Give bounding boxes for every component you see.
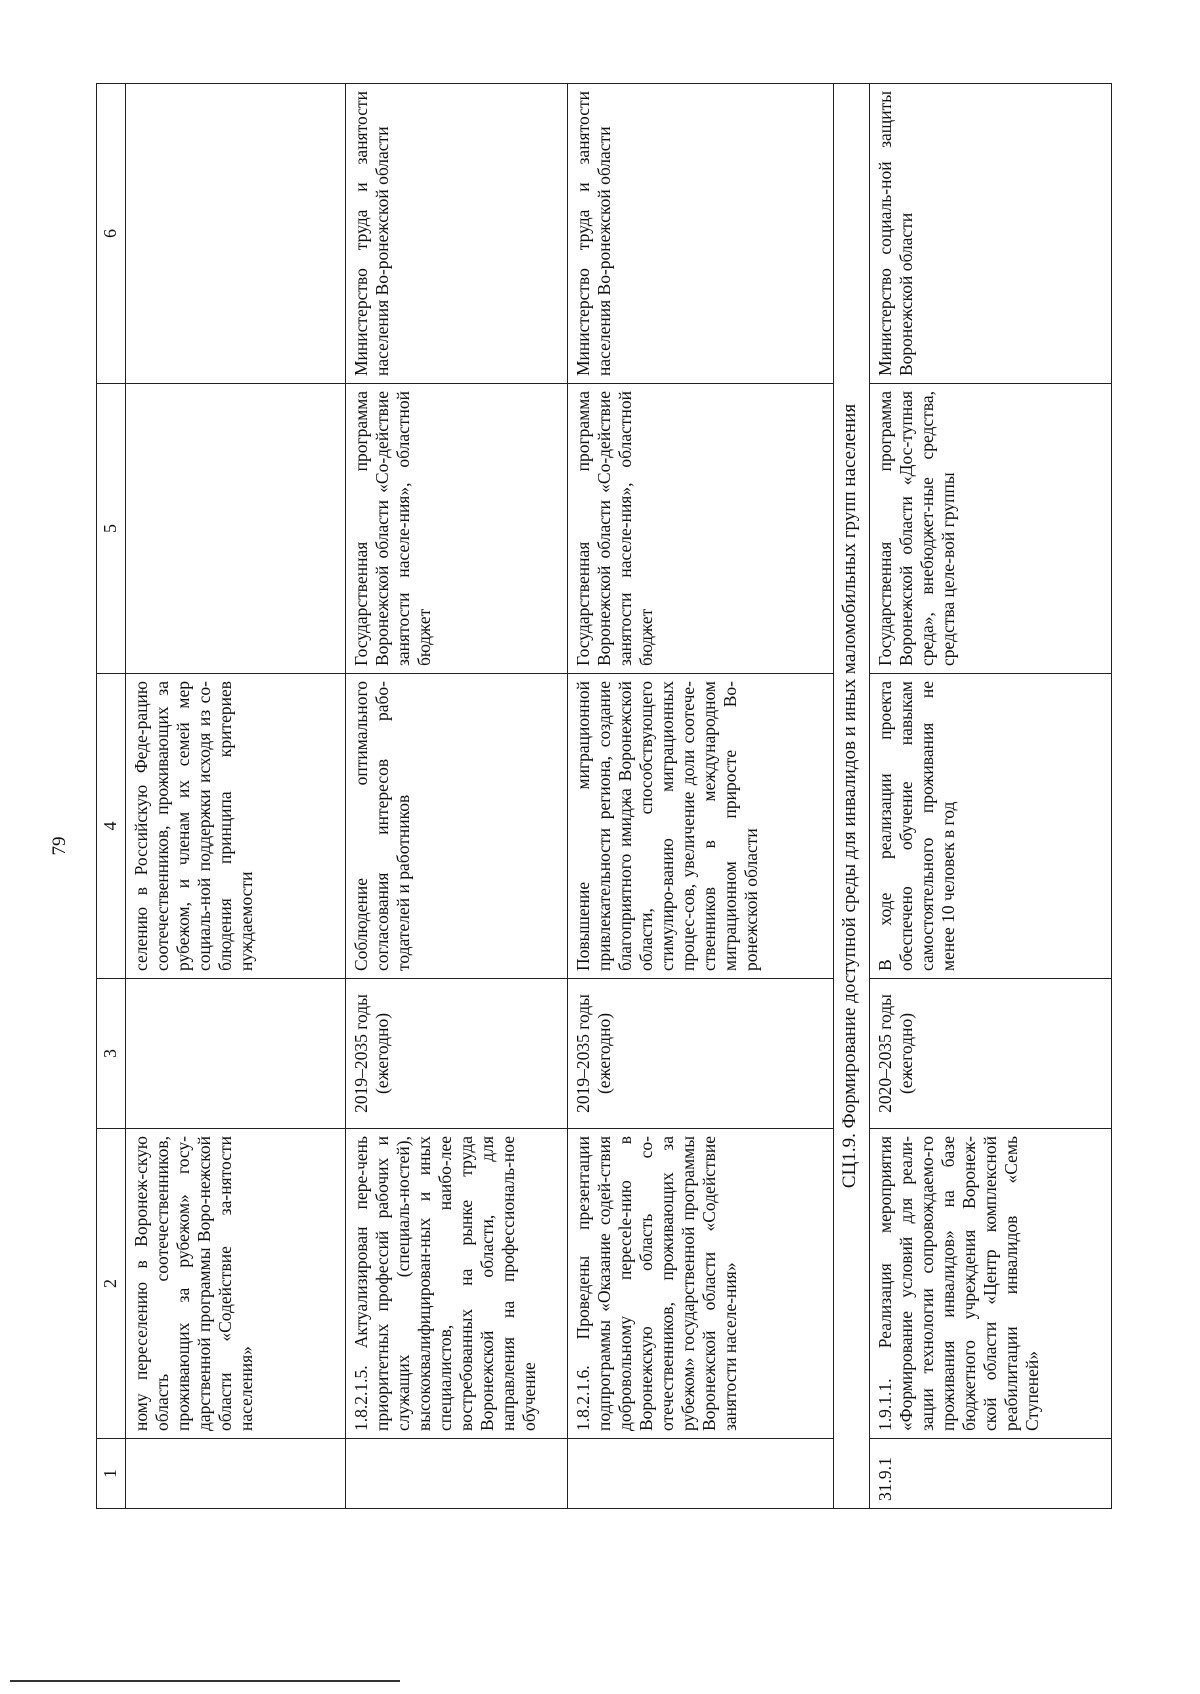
table-row xyxy=(568,84,834,1509)
measure-cell: 1.8.2.1.6. Проведены презентации подпрограммы «Оказание содей-ствия добровольному пересele-нию в Воронежскую область со-отечественников, проживающих за рубежом» государственной программы Воронежской области «Содействие занятости населе-ния» xyxy=(568,1129,834,1439)
header-cell-5: 5 xyxy=(97,384,126,674)
funding-cell xyxy=(126,384,346,674)
funding-cell: Государственная программа Воронежской области «Со-действие занятости населе-ния», областной бюджет xyxy=(346,384,568,674)
executor-cell: Министерство труда и занятости населения Во-ронежской области xyxy=(568,84,834,384)
period-cell: 2020–2035 годы (ежегодно) xyxy=(870,979,1112,1129)
header-cell-1: 1 xyxy=(97,1439,126,1509)
measure-cell: 1.8.2.1.5. Актуализирован пере-чень приоритетных профессий рабочих и служащих (специаль-ностей), высококвалифицирован-ных и иных специалистов, наибо-лее востребованных на рынке труда Воронежской области, для направления на профессиональ-ное обучение xyxy=(346,1129,568,1439)
section-title: СЦ1.9. Формирование доступной среды для инвалидов и иных маломобильных групп населения xyxy=(834,84,870,1509)
header-cell-4: 4 xyxy=(97,674,126,979)
table-header-row xyxy=(97,84,126,1509)
section-row xyxy=(834,84,870,1509)
executor-cell: Министерство социаль-ной защиты Воронежской области xyxy=(870,84,1112,384)
result-cell: селению в Российскую Феде-рацию соотечественников, проживающих за рубежом, и членам их семей мер социаль-ной поддержки исходя из со-блюдения принципа критериев нуждаемости xyxy=(126,674,346,979)
table-row xyxy=(126,84,346,1509)
period-cell: 2019–2035 годы (ежегодно) xyxy=(568,979,834,1129)
page-number: 79 xyxy=(49,836,70,856)
result-cell: В ходе реализации проекта обеспечено обучение навыкам самостоятельного проживания не менее 10 человек в год xyxy=(870,674,1112,979)
measure-cell: ному переселению в Воронеж-скую область соотечественников, проживающих за рубежом» госу-дарственной программы Воро-нежской области «Содействие за-нятости населения» xyxy=(126,1129,346,1439)
header-cell-3: 3 xyxy=(97,979,126,1129)
executor-cell xyxy=(126,84,346,384)
row-number-cell xyxy=(346,1439,568,1509)
executor-cell: Министерство труда и занятости населения Во-ронежской области xyxy=(346,84,568,384)
row-number-cell xyxy=(126,1439,346,1509)
period-cell: 2019–2035 годы (ежегодно) xyxy=(346,979,568,1129)
measures-table xyxy=(96,83,1112,1509)
header-cell-6: 6 xyxy=(97,84,126,384)
header-cell-2: 2 xyxy=(97,1129,126,1439)
measure-cell: 1.9.1.1. Реализация мероприятия «Формирование условий для реали-зации технологии сопровождаемо-го проживания инвалидов» на базе бюджетного учреждения Воронеж-ской области «Центр комплексной реабилитации инвалидов «Семь Ступеней» xyxy=(870,1129,1112,1439)
rotated-table xyxy=(96,84,1112,1509)
row-number-cell: 31.9.1 xyxy=(870,1439,1112,1509)
funding-cell: Государственная программа Воронежской области «Со-действие занятости населе-ния», областной бюджет xyxy=(568,384,834,674)
row-number-cell xyxy=(568,1439,834,1509)
funding-cell: Государственная программа Воронежской области «Дос-тупная среда», внебюджет-ные средства, средства целе-вой группы xyxy=(870,384,1112,674)
table-row xyxy=(870,84,1112,1509)
period-cell xyxy=(126,979,346,1129)
footnote-divider xyxy=(10,1680,400,1682)
result-cell: Повышение миграционной привлекательности региона, создание благоприятного имиджа Воронежской области, способствующего стимулиро-ванию миграционных процес-сов, увеличение доли соотече-ственников в международном миграционном приросте Во-ронежской области xyxy=(568,674,834,979)
table-row xyxy=(346,84,568,1509)
result-cell: Соблюдение оптимального согласования интересов рабо-тодателей и работников xyxy=(346,674,568,979)
